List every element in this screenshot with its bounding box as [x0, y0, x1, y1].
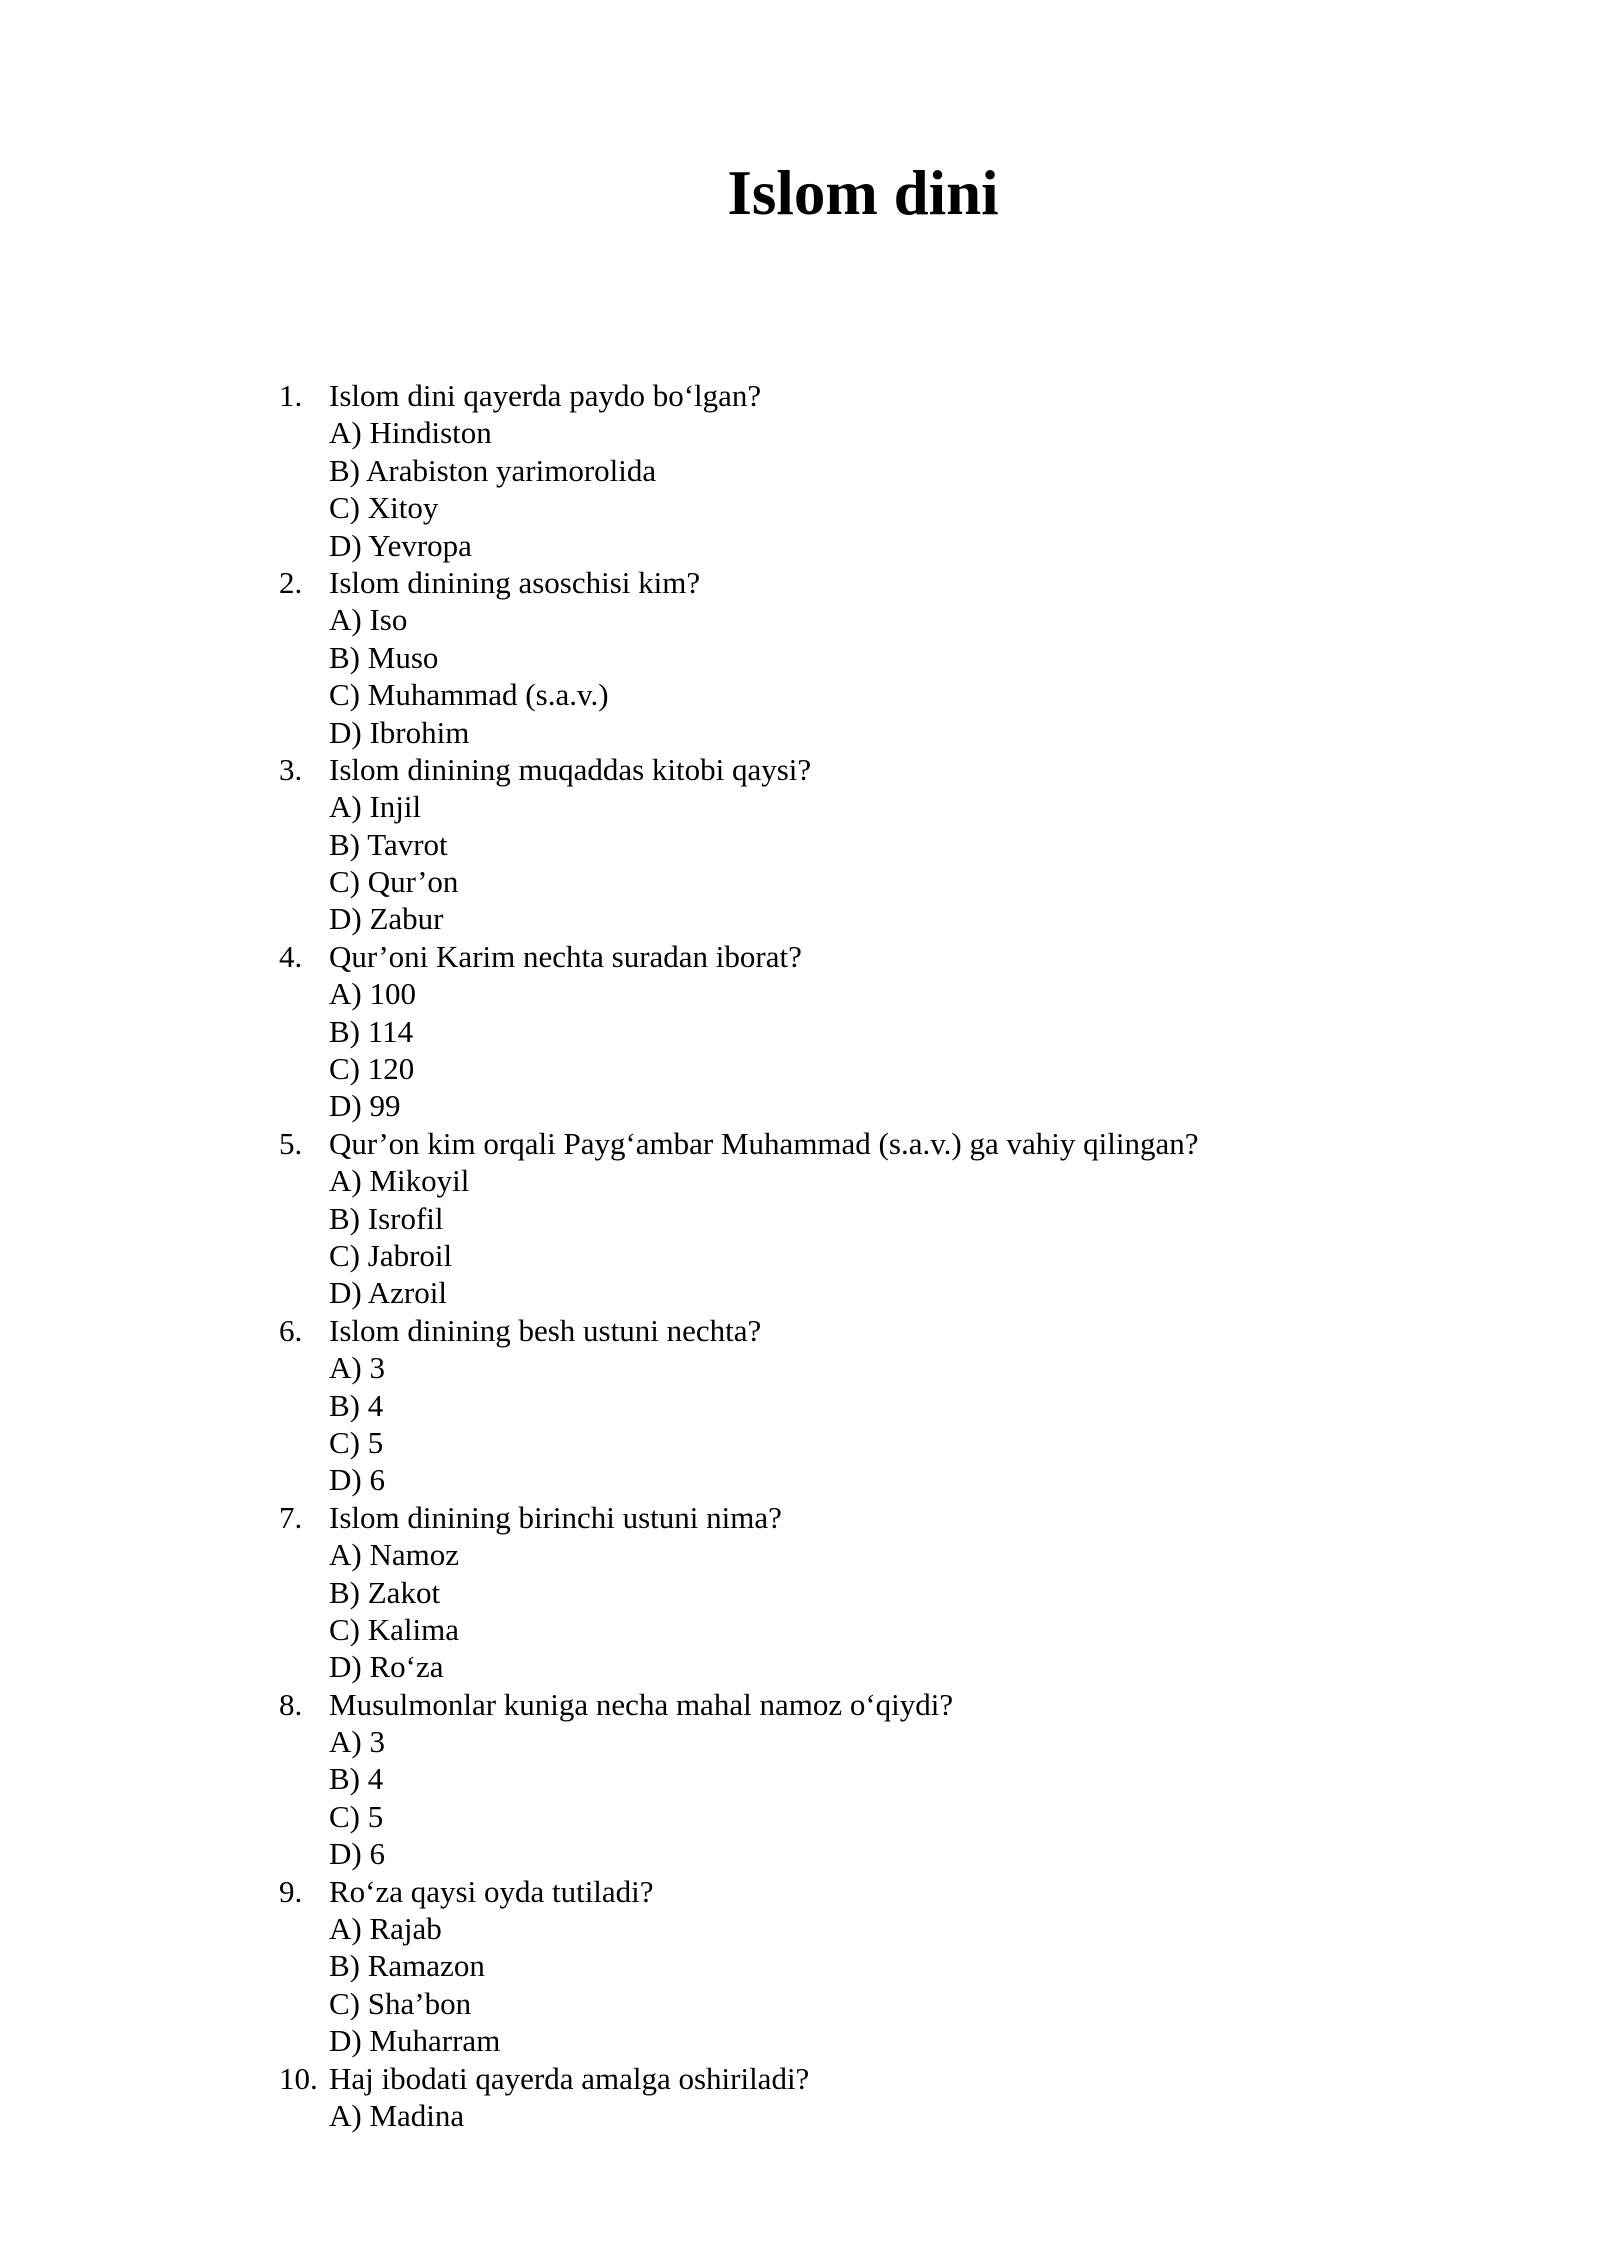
- question-item: [0, 1312, 1600, 1499]
- answer-option-text: A) Madina: [329, 2097, 465, 2133]
- question-item: [0, 377, 1600, 564]
- answer-option-text: B) 4: [329, 1761, 384, 1797]
- question-number: 2.: [279, 564, 303, 600]
- answer-option-text: A) 100: [329, 976, 416, 1012]
- answer-option: [0, 1536, 1600, 1573]
- answer-option-text: B) Isrofil: [329, 1200, 444, 1236]
- answer-option: [0, 1574, 1600, 1611]
- answer-option: [0, 1387, 1600, 1424]
- answer-option-text: D) Azroil: [329, 1275, 447, 1311]
- question-line: [0, 1125, 1600, 1162]
- question-line: [0, 1312, 1600, 1349]
- answer-option-text: D) Zabur: [329, 901, 444, 937]
- answer-option: [0, 2022, 1600, 2059]
- answer-option-text: C) Qur’on: [329, 864, 459, 900]
- answer-option: [0, 489, 1600, 526]
- answer-option: [0, 452, 1600, 489]
- answer-option: [0, 1648, 1600, 1685]
- answer-option-text: A) 3: [329, 1724, 385, 1760]
- question-text: Qur’on kim orqali Payg‘ambar Muhammad (s.a.v.) ga vahiy qilingan?: [329, 1125, 1199, 1161]
- answer-option: [0, 1237, 1600, 1274]
- question-item: [0, 751, 1600, 938]
- answer-option-text: C) Jabroil: [329, 1237, 453, 1273]
- answer-option: [0, 975, 1600, 1012]
- answer-option-text: C) 5: [329, 1424, 384, 1460]
- question-text: Ro‘za qaysi oyda tutiladi?: [329, 1873, 654, 1909]
- answer-option: [0, 1947, 1600, 1984]
- answer-option-text: B) 114: [329, 1013, 414, 1049]
- answer-option: [0, 639, 1600, 676]
- answer-option-text: B) Ramazon: [329, 1948, 485, 1984]
- question-line: [0, 2060, 1600, 2097]
- answer-option-text: D) Yevropa: [329, 527, 472, 563]
- answer-option-text: A) Iso: [329, 602, 408, 638]
- answer-option: [0, 1013, 1600, 1050]
- answer-option: [0, 1274, 1600, 1311]
- answer-option: [0, 527, 1600, 564]
- question-item: [0, 2060, 1600, 2135]
- question-text: Islom dini qayerda paydo bo‘lgan?: [329, 378, 762, 413]
- question-number: 5.: [279, 1125, 303, 1161]
- answer-option-text: A) 3: [329, 1350, 385, 1386]
- question-number: 7.: [279, 1499, 303, 1535]
- question-number: 3.: [279, 751, 303, 787]
- question-text: Islom dinining besh ustuni nechta?: [329, 1312, 762, 1348]
- question-number: 4.: [279, 938, 303, 974]
- answer-option: [0, 1200, 1600, 1237]
- answer-option-text: B) 4: [329, 1387, 384, 1423]
- answer-option-text: B) Tavrot: [329, 826, 448, 862]
- question-text: Islom dinining asoschisi kim?: [329, 564, 701, 600]
- question-text: Musulmonlar kuniga necha mahal namoz o‘qiydi?: [329, 1686, 954, 1722]
- question-item: [0, 1686, 1600, 1873]
- answer-option: [0, 1162, 1600, 1199]
- question-text: Islom dinining birinchi ustuni nima?: [329, 1499, 782, 1535]
- question-text: Islom dinining muqaddas kitobi qaysi?: [329, 751, 812, 787]
- answer-option: [0, 1087, 1600, 1124]
- answer-option-text: B) Muso: [329, 639, 439, 675]
- answer-option-text: A) Rajab: [329, 1911, 442, 1947]
- answer-option: [0, 1760, 1600, 1797]
- answer-option: [0, 1723, 1600, 1760]
- answer-option-text: C) 5: [329, 1798, 384, 1834]
- answer-option: [0, 676, 1600, 713]
- question-list: [0, 377, 1600, 2134]
- question-number: 8.: [279, 1686, 303, 1722]
- answer-option: [0, 826, 1600, 863]
- question-line: [0, 1686, 1600, 1723]
- answer-option-text: C) Xitoy: [329, 490, 439, 526]
- question-line: [0, 377, 1600, 414]
- answer-option-text: C) 120: [329, 1051, 415, 1087]
- question-line: [0, 564, 1600, 601]
- question-line: [0, 751, 1600, 788]
- answer-option: [0, 414, 1600, 451]
- question-text: Qur’oni Karim nechta suradan iborat?: [329, 938, 802, 974]
- document-title: Islom dini: [727, 158, 999, 228]
- question-item: [0, 564, 1600, 751]
- answer-option-text: B) Zakot: [329, 1574, 441, 1610]
- question-item: [0, 1873, 1600, 2060]
- question-item: [0, 1125, 1600, 1312]
- answer-option: [0, 1985, 1600, 2022]
- answer-option: [0, 601, 1600, 638]
- answer-option-text: D) 6: [329, 1462, 385, 1498]
- answer-option: [0, 1910, 1600, 1947]
- answer-option: [0, 1349, 1600, 1386]
- answer-option: [0, 1461, 1600, 1498]
- answer-option-text: B) Arabiston yarimorolida: [329, 452, 657, 488]
- answer-option: [0, 1050, 1600, 1087]
- answer-option-text: D) Ibrohim: [329, 714, 470, 750]
- answer-option: [0, 1798, 1600, 1835]
- answer-option: [0, 2097, 1600, 2134]
- question-line: [0, 1499, 1600, 1536]
- question-item: [0, 1499, 1600, 1686]
- answer-option-text: D) Muharram: [329, 2023, 501, 2059]
- question-number: 6.: [279, 1312, 303, 1348]
- answer-option: [0, 788, 1600, 825]
- answer-option-text: A) Namoz: [329, 1537, 459, 1573]
- answer-option: [0, 863, 1600, 900]
- question-line: [0, 938, 1600, 975]
- answer-option-text: A) Injil: [329, 789, 422, 825]
- answer-option-text: C) Sha’bon: [329, 1985, 472, 2021]
- answer-option-text: D) 99: [329, 1088, 401, 1124]
- answer-option: [0, 900, 1600, 937]
- answer-option-text: D) 6: [329, 1836, 385, 1872]
- answer-option: [0, 1611, 1600, 1648]
- answer-option-text: C) Kalima: [329, 1611, 459, 1647]
- answer-option-text: A) Mikoyil: [329, 1163, 470, 1199]
- answer-option-text: C) Muhammad (s.a.v.): [329, 677, 609, 713]
- answer-option-text: A) Hindiston: [329, 415, 492, 451]
- question-text: Haj ibodati qayerda amalga oshiriladi?: [329, 2060, 810, 2096]
- question-item: [0, 938, 1600, 1125]
- question-number: 1.: [279, 378, 303, 413]
- question-line: [0, 1873, 1600, 1910]
- answer-option-text: D) Ro‘za: [329, 1649, 444, 1685]
- answer-option: [0, 1835, 1600, 1872]
- question-number: 10.: [279, 2060, 318, 2096]
- answer-option: [0, 1424, 1600, 1461]
- answer-option: [0, 714, 1600, 751]
- question-number: 9.: [279, 1873, 303, 1909]
